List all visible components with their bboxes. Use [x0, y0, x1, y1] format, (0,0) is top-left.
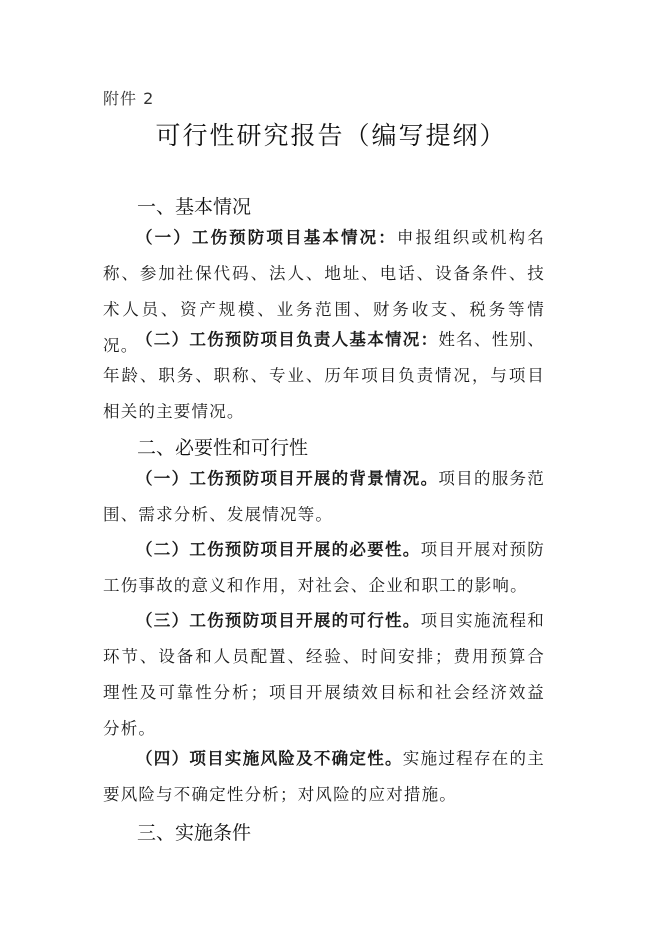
paragraph-body: 实施过程存在的主要风险与不确定性分析；对风险的应对措施。 — [103, 749, 545, 804]
section-heading-basic-info: 一、基本情况 — [137, 196, 252, 218]
paragraph-body: 项目实施流程和环节、设备和人员配置、经验、时间安排；费用预算合理性及可靠性分析；项目开展绩效目标和社会经济效益分析。 — [103, 611, 545, 738]
paragraph-lead: （一）工伤预防项目开展的背景情况。 — [136, 469, 439, 488]
paragraph-lead: （四）项目实施风险及不确定性。 — [136, 749, 403, 768]
section-heading-necessity-feasibility: 二、必要性和可行性 — [137, 437, 309, 459]
paragraph-body: 申报组织或机构名称、参加社保代码、法人、地址、电话、设备条件、技术人员、资产规模、业务范围、财务收支、税务等情况。 — [103, 228, 545, 355]
attachment-label: 附件 2 — [103, 89, 155, 108]
document-title: 可行性研究报告（编写提纲） — [155, 121, 507, 150]
paragraph-lead: （一）工伤预防项目基本情况： — [136, 228, 397, 247]
paragraph-body: 姓名、性别、年龄、职务、职称、专业、历年项目负责情况，与项目相关的主要情况。 — [103, 330, 546, 421]
paragraph-feasibility — [103, 603, 545, 747]
paragraph-project-leader-info — [103, 322, 545, 430]
section-heading-implementation-conditions: 三、实施条件 — [137, 822, 252, 844]
paragraph-body: 项目的服务范围、需求分析、发展情况等。 — [103, 469, 546, 524]
paragraph-body: 项目开展对预防工伤事故的意义和作用，对社会、企业和职工的影响。 — [103, 540, 545, 595]
paragraph-lead: （二）工伤预防项目开展的必要性。 — [136, 540, 421, 559]
paragraph-lead: （二）工伤预防项目负责人基本情况： — [136, 330, 439, 349]
paragraph-background — [103, 461, 545, 533]
paragraph-necessity — [103, 532, 545, 604]
paragraph-risk-uncertainty — [103, 741, 545, 813]
paragraph-lead: （三）工伤预防项目开展的可行性。 — [136, 611, 421, 630]
